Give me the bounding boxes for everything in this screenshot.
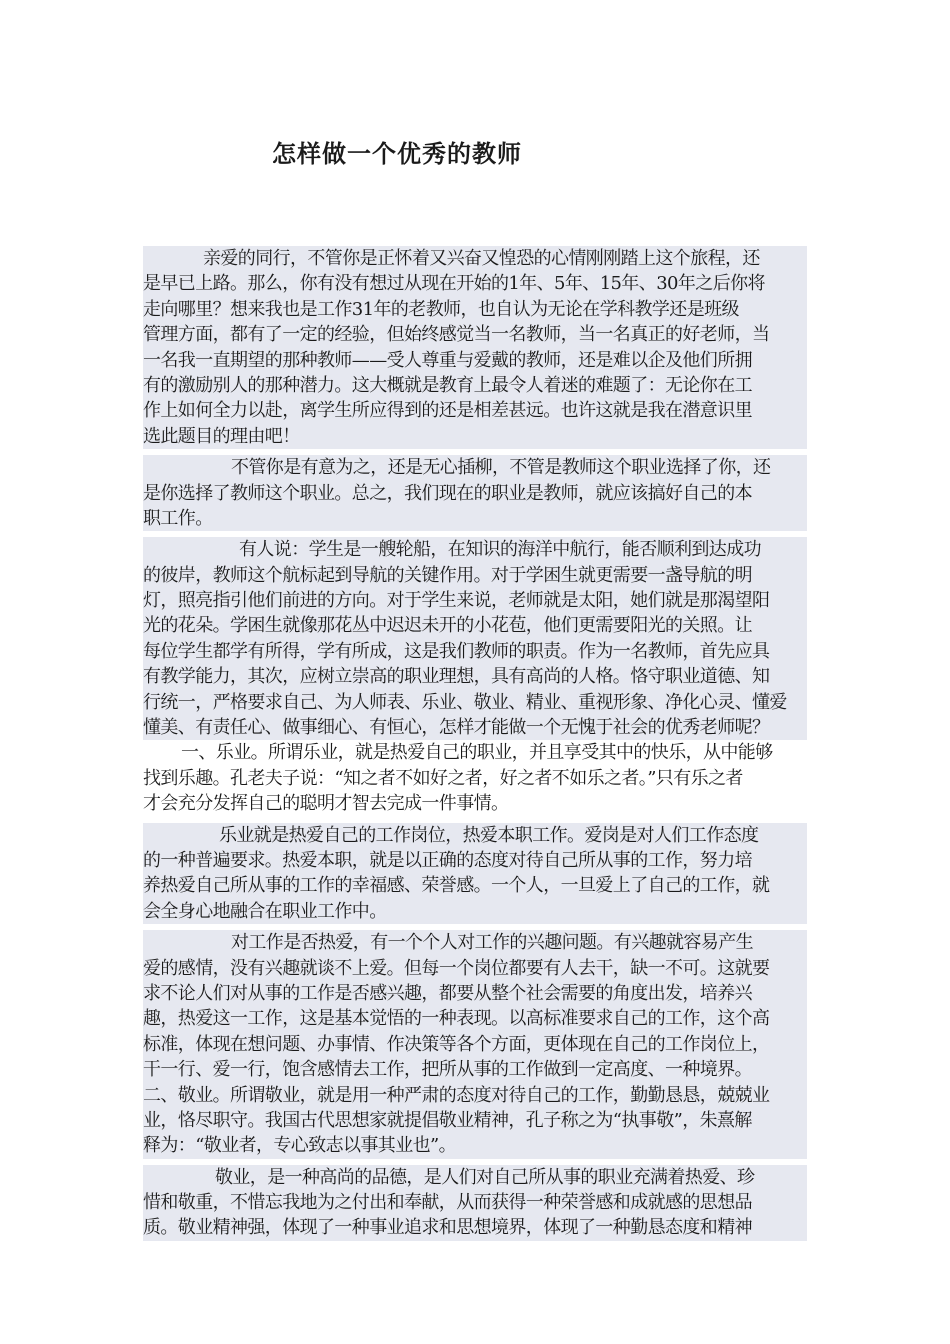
text-line xyxy=(143,664,807,689)
text-line-content: 才会充分发挥自己的聪明才智去完成一件事情。 xyxy=(143,793,509,815)
text-line-content: 会全身心地融合在职业工作中。 xyxy=(143,900,387,922)
text-line xyxy=(143,899,807,924)
document-body xyxy=(143,246,807,1241)
text-line-content: 作上如何全力以赴，离学生所应得到的还是相差甚远。也许这就是我在潜意识里 xyxy=(143,400,752,422)
text-line xyxy=(143,981,807,1006)
text-line-content: 惜和敬重，不惜忘我地为之付出和奉献，从而获得一种荣誉感和成就感的思想品 xyxy=(143,1192,752,1214)
text-line xyxy=(143,1083,807,1108)
text-line-content: 职工作。 xyxy=(143,507,213,529)
text-line xyxy=(143,1057,807,1082)
text-line-content: 爱的感情，没有兴趣就谈不上爱。但每一个岗位都要有人去干，缺一不可。这就要 xyxy=(143,957,770,979)
document-title: 怎样做一个优秀的教师 xyxy=(272,139,522,168)
text-line-content: 敬业，是一种高尚的品德，是人们对自己所从事的职业充满着热爱、珍 xyxy=(215,1166,755,1188)
text-line-content: 二、敬业。所谓敬业，就是用一种严肃的态度对待自己的工作，勤勤恳恳，兢兢业 xyxy=(143,1084,770,1106)
text-line-content: 有人说：学生是一艘轮船，在知识的海洋中航行，能否顺利到达成功 xyxy=(239,539,761,561)
text-line xyxy=(143,455,807,480)
text-line-content: 有教学能力，其次，应树立崇高的职业理想，具有高尚的人格。恪守职业道德、知 xyxy=(143,666,770,688)
text-line xyxy=(143,639,807,664)
text-line-content: 管理方面，都有了一定的经验，但始终感觉当一名教师，当一名真正的好老师，当 xyxy=(143,324,770,346)
text-line xyxy=(143,563,807,588)
text-line-content: 每位学生都学有所得，学有所成，这是我们教师的职责。作为一名教师，首先应具 xyxy=(143,640,770,662)
text-line xyxy=(143,873,807,898)
text-line-content: 养热爱自己所从事的工作的幸福感、荣誉感。一个人，一旦爱上了自己的工作，就 xyxy=(143,875,770,897)
text-line xyxy=(143,246,807,271)
text-line xyxy=(143,1032,807,1057)
text-line xyxy=(143,1108,807,1133)
text-line xyxy=(143,271,807,296)
text-line-content: 一名我一直期望的那种教师——受人尊重与爱戴的教师，还是难以企及他们所拥 xyxy=(143,349,752,371)
text-line xyxy=(143,613,807,638)
text-line xyxy=(143,930,807,955)
text-line xyxy=(143,348,807,373)
text-line-content: 有的激励别人的那种潜力。这大概就是教育上最令人着迷的难题了：无论你在工 xyxy=(143,374,752,396)
text-line-content: 走向哪里？想来我也是工作31年的老教师，也自认为无论在学科教学还是班级 xyxy=(143,298,739,320)
text-line xyxy=(143,1215,807,1240)
text-line xyxy=(143,823,807,848)
text-line xyxy=(143,373,807,398)
text-line-content: 是你选择了教师这个职业。总之，我们现在的职业是教师，就应该搞好自己的本 xyxy=(143,482,752,504)
text-line-content: 亲爱的同行，不管你是正怀着又兴奋又惶恐的心情刚刚踏上这个旅程，还 xyxy=(203,248,760,269)
text-line-content: 求不论人们对从事的工作是否感兴趣，都要从整个社会需要的角度出发，培养兴 xyxy=(143,982,752,1004)
text-line-content: 一、乐业。所谓乐业，就是热爱自己的职业，并且享受其中的快乐，从中能够 xyxy=(181,742,773,764)
text-line-content: 选此题目的理由吧！ xyxy=(143,425,300,447)
text-line-content: 质。敬业精神强，体现了一种事业追求和思想境界，体现了一种勤恳态度和精神 xyxy=(143,1217,752,1239)
text-line xyxy=(143,1165,807,1190)
text-line-content: 光的花朵。学困生就像那花丛中迟迟未开的小花苞，他们更需要阳光的关照。让 xyxy=(143,615,752,637)
text-line xyxy=(143,715,807,740)
text-line xyxy=(143,766,807,791)
text-line xyxy=(143,322,807,347)
text-line xyxy=(143,791,807,816)
text-line xyxy=(143,297,807,322)
text-line xyxy=(143,740,807,765)
text-line-content: 行统一，严格要求自己、为人师表、乐业、敬业、精业、重视形象、净化心灵、懂爱 xyxy=(143,691,787,713)
text-line-content: 是早已上路。那么，你有没有想过从现在开始的1年、5年、15年、30年之后你将 xyxy=(143,273,765,295)
text-line xyxy=(143,690,807,715)
text-line-content: 干一行、爱一行，饱含感情去工作，把所从事的工作做到一定高度、一种境界。 xyxy=(143,1059,752,1081)
text-line-content: 的彼岸，教师这个航标起到导航的关键作用。对于学困生就更需要一盏导航的明 xyxy=(143,564,752,586)
text-line-content: 业，恪尽职守。我国古代思想家就提倡敬业精神，孔子称之为“执事敬”，朱熹解 xyxy=(143,1109,752,1131)
text-line xyxy=(143,481,807,506)
text-line xyxy=(143,1006,807,1031)
text-line xyxy=(143,537,807,562)
text-line-content: 灯，照亮指引他们前进的方向。对于学生来说，老师就是太阳，她们就是那渴望阳 xyxy=(143,590,770,612)
text-line-content: 释为：“敬业者，专心致志以事其业也”。 xyxy=(143,1135,457,1157)
text-line xyxy=(143,424,807,449)
text-line xyxy=(143,1133,807,1158)
text-line-content: 对工作是否热爱，有一个个人对工作的兴趣问题。有兴趣就容易产生 xyxy=(231,932,753,954)
text-line-content: 的一种普遍要求。热爱本职，就是以正确的态度对待自己所从事的工作，努力培 xyxy=(143,849,752,871)
text-line-content: 趣，热爱这一工作，这是基本觉悟的一种表现。以高标准要求自己的工作，这个高 xyxy=(143,1008,770,1030)
text-line-content: 不管你是有意为之，还是无心插柳，不管是教师这个职业选择了你，还 xyxy=(231,457,771,479)
text-line xyxy=(143,398,807,423)
text-line-content: 标准，体现在想问题、办事情、作决策等各个方面，更体现在自己的工作岗位上， xyxy=(143,1033,770,1055)
text-line xyxy=(143,506,807,531)
text-line xyxy=(143,588,807,613)
text-line xyxy=(143,1190,807,1215)
text-line-content: 乐业就是热爱自己的工作岗位，热爱本职工作。爱岗是对人们工作态度 xyxy=(219,824,759,846)
text-line xyxy=(143,956,807,981)
text-line-content: 找到乐趣。孔老夫子说：“知之者不如好之者，好之者不如乐之者。”只有乐之者 xyxy=(143,767,743,789)
text-line xyxy=(143,848,807,873)
text-line-content: 懂美、有责任心、做事细心、有恒心，怎样才能做一个无愧于社会的优秀老师呢？ xyxy=(143,717,770,739)
